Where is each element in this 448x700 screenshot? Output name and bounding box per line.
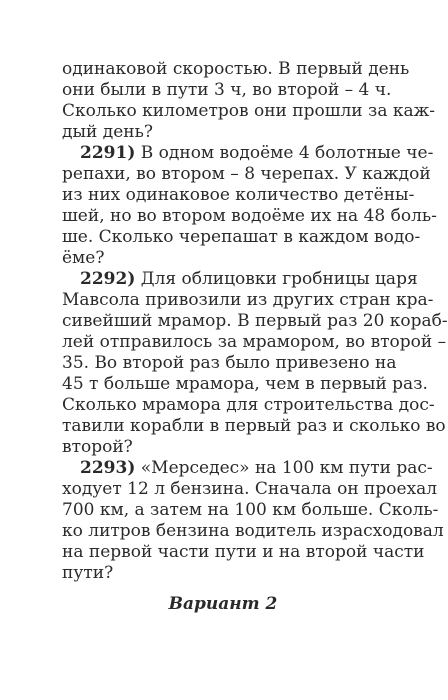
text-line: 700 км, а затем на 100 км больше. Сколь- <box>62 500 439 520</box>
text-line: ко литров бензина водитель израсходовал <box>62 521 444 541</box>
text-line: пути? <box>62 563 114 583</box>
text-line: 35. Во второй раз было привезено на <box>62 353 397 373</box>
text-line: второй? <box>62 437 133 457</box>
problem-2291-first-line <box>80 143 434 164</box>
problem-number-2291: 2291) <box>80 143 136 163</box>
text-line: лей отправилось за мрамором, во второй – <box>62 332 447 352</box>
text-line: дый день? <box>62 122 153 142</box>
text-line: они были в пути 3 ч, во второй – 4 ч. <box>62 80 392 100</box>
text-line: В одном водоёме 4 болотные че- <box>140 143 434 163</box>
text-line: Мавсола привозили из других стран кра- <box>62 290 434 310</box>
text-line: на первой части пути и на второй части <box>62 542 425 562</box>
text-line: Для облицовки гробницы царя <box>140 269 418 289</box>
text-line: ёме? <box>62 248 105 268</box>
text-line: сивейший мрамор. В первый раз 20 кораб- <box>62 311 448 331</box>
text-line: репахи, во втором – 8 черепах. У каждой <box>62 164 431 184</box>
text-line: из них одинаковое количество детёны- <box>62 185 415 205</box>
text-line: Сколько мрамора для строительства дос- <box>62 395 435 415</box>
problem-number-2292: 2292) <box>80 269 136 289</box>
text-line: тавили корабли в первый раз и сколько во <box>62 416 446 436</box>
problem-number-2293: 2293) <box>80 458 136 478</box>
text-line: шей, но во втором водоёме их на 48 боль- <box>62 206 437 226</box>
text-line: ходует 12 л бензина. Сначала он проехал <box>62 479 438 499</box>
problem-2293-first-line <box>80 458 433 479</box>
variant-heading: Вариант 2 <box>168 594 278 614</box>
text-line: ше. Сколько черепашат в каждом водо- <box>62 227 421 247</box>
text-line: «Мерседес» на 100 км пути рас- <box>140 458 433 478</box>
text-line: 45 т больше мрамора, чем в первый раз. <box>62 374 428 394</box>
text-line: одинаковой скоростью. В первый день <box>62 59 410 79</box>
problem-2292-first-line <box>80 269 418 290</box>
text-line: Сколько километров они прошли за каж- <box>62 101 435 121</box>
